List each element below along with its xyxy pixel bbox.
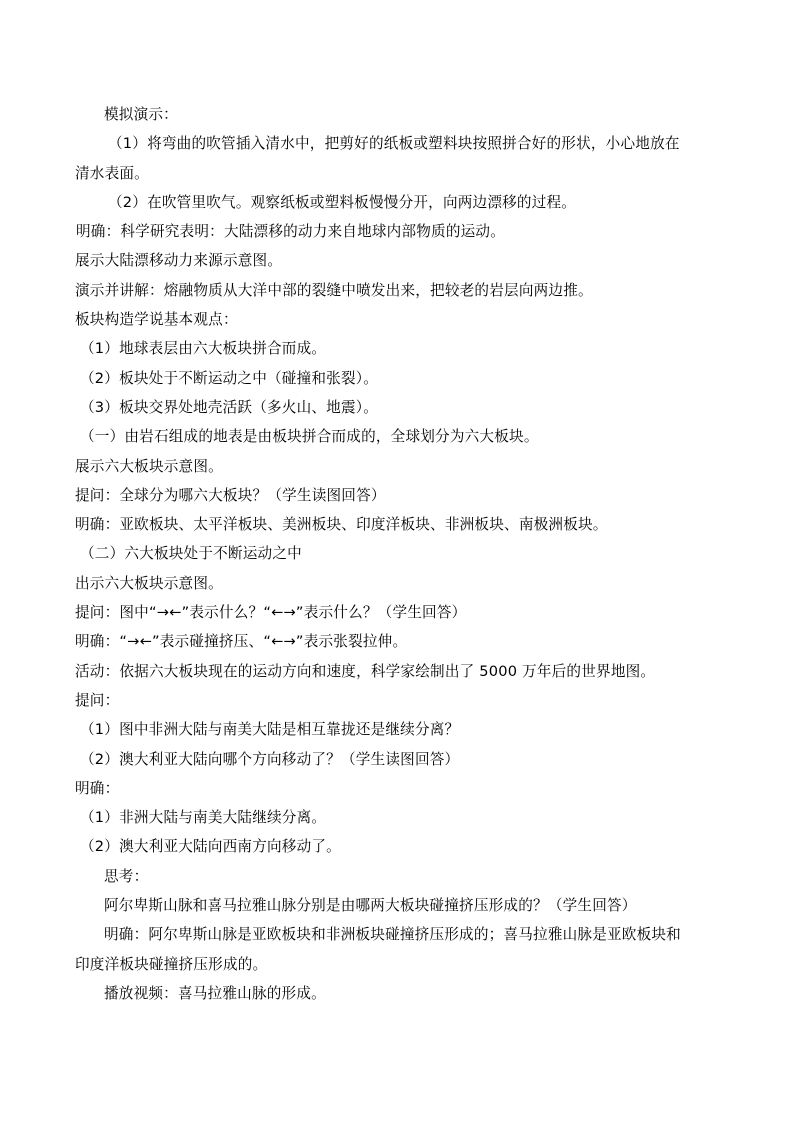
text-line: 提问：: [75, 691, 120, 709]
text-line: （2）板块处于不断运动之中（碰撞和张裂）。: [80, 369, 379, 387]
text-line: 展示六大板块示意图。: [75, 457, 223, 475]
text-line: （2）澳大利亚大陆向哪个方向移动了？（学生读图回答）: [80, 750, 460, 768]
text-line: 明确：科学研究表明：大陆漂移的动力来自地球内部物质的运动。: [76, 223, 506, 241]
text-line: 明确：阿尔卑斯山脉是亚欧板块和非洲板块碰撞挤压形成的；喜马拉雅山脉是亚欧板块和: [104, 926, 681, 944]
text-line: 明确：亚欧板块、太平洋板块、美洲板块、印度洋板块、非洲板块、南极洲板块。: [75, 516, 608, 534]
text-line: 清水表面。: [75, 164, 149, 182]
text-line: 演示并讲解：熔融物质从大洋中部的裂缝中喷发出来，把较老的岩层向两边推。: [75, 281, 593, 299]
text-line: 播放视频：喜马拉雅山脉的形成。: [104, 984, 326, 1002]
text-line: 板块构造学说基本观点：: [75, 311, 238, 329]
text-line: （一）由岩石组成的地表是由板块拼合而成的，全球划分为六大板块。: [80, 428, 539, 446]
text-line: （1）地球表层由六大板块拼合而成。: [80, 340, 327, 358]
document-body: [75, 100, 724, 1008]
text-line: （3）板块交界处地壳活跃（多火山、地震）。: [80, 398, 379, 416]
text-line: 提问：图中“→←”表示什么？“←→”表示什么？（学生回答）: [75, 604, 467, 622]
text-line: 模拟演示：: [104, 106, 178, 123]
text-line: 思考：: [104, 867, 149, 885]
text-line: 提问：全球分为哪六大板块？（学生读图回答）: [75, 486, 386, 504]
text-line: 展示大陆漂移动力来源示意图。: [75, 252, 283, 270]
text-line: 活动：依据六大板块现在的运动方向和速度，科学家绘制出了 5000 万年后的世界地图。: [75, 662, 656, 680]
text-line: （2）在吹管里吹气。观察纸板或塑料板慢慢分开，向两边漂移的过程。: [108, 193, 577, 211]
text-line: 印度洋板块碰撞挤压形成的。: [75, 955, 268, 973]
text-line: （1）将弯曲的吹管插入清水中，把剪好的纸板或塑料块按照拼合好的形状，小心地放在: [108, 135, 680, 153]
text-line: （1）图中非洲大陆与南美大陆是相互靠拢还是继续分离？: [80, 721, 460, 739]
text-line: （2）澳大利亚大陆向西南方向移动了。: [80, 838, 341, 856]
text-line: 明确：: [75, 779, 120, 797]
text-line: 出示六大板块示意图。: [75, 574, 223, 592]
text-line: 明确：“→←”表示碰撞挤压、“←→”表示张裂拉伸。: [75, 633, 408, 651]
text-line: （1）非洲大陆与南美大陆继续分离。: [80, 809, 327, 827]
text-line: （二）六大板块处于不断运动之中: [80, 545, 302, 563]
text-line: 阿尔卑斯山脉和喜马拉雅山脉分别是由哪两大板块碰撞挤压形成的？（学生回答）: [104, 897, 637, 915]
